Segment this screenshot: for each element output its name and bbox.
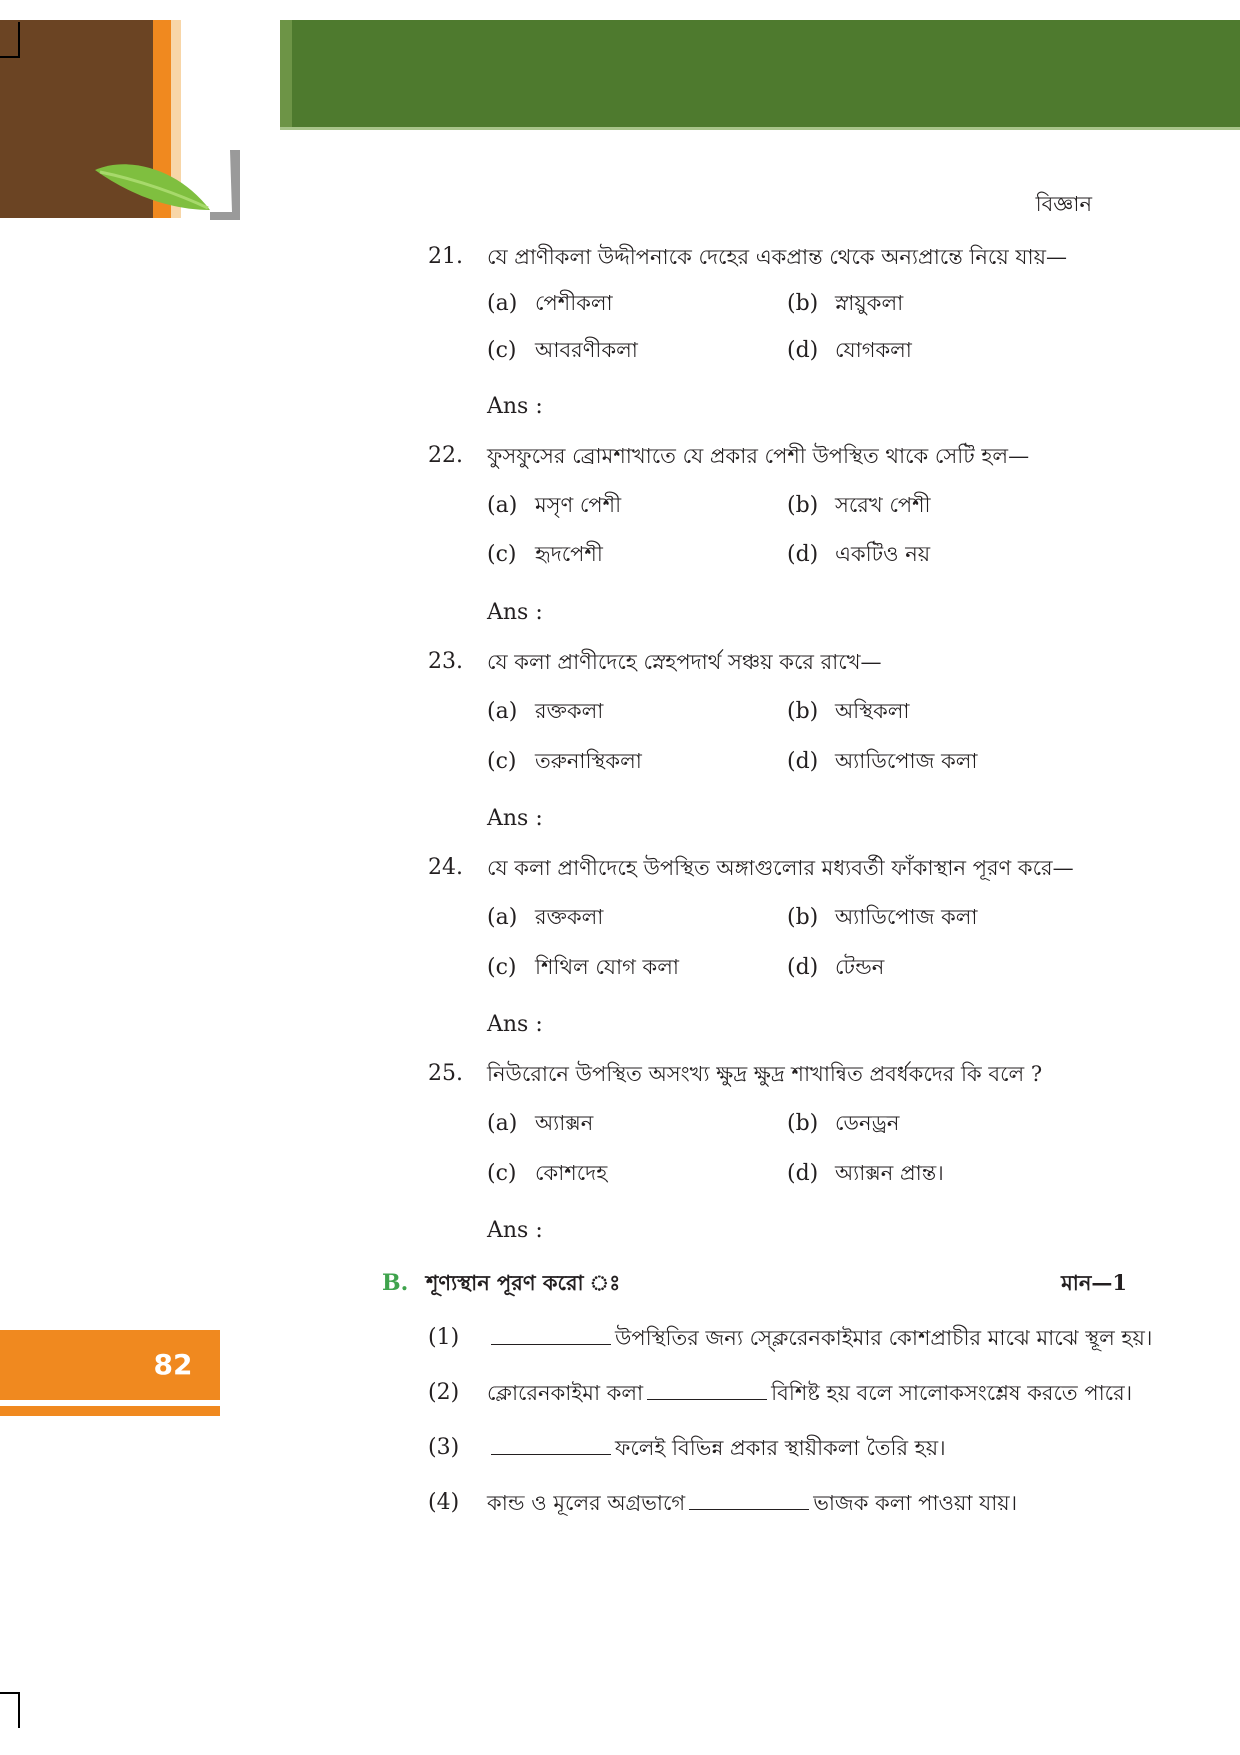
option-b: (b) অ্যাডিপোজ কলা bbox=[787, 905, 978, 930]
question-text: যে কলা প্রাণীদেহে উপস্থিত অঙ্গাগুলোর মধ্যবর্তী ফাঁকাস্থান পূরণ করে— bbox=[487, 856, 1074, 880]
answer-label: Ans : bbox=[487, 806, 543, 831]
section-letter: B. bbox=[382, 1270, 409, 1296]
question-text: নিউরোনে উপস্থিত অসংখ্য ক্ষুদ্র ক্ষুদ্র শাখান্বিত প্রবর্ধকদের কি বলে ? bbox=[487, 1062, 1043, 1086]
question-text: ফুসফুসের ব্রোমশাখাতে যে প্রকার পেশী উপস্থিত থাকে সেটি হল— bbox=[487, 444, 1030, 468]
question-number: 23. bbox=[428, 649, 463, 674]
leaf-icon bbox=[90, 150, 250, 230]
option-a: (a) পেশীকলা bbox=[487, 291, 613, 316]
option-d: (d) অ্যাক্সন প্রান্ত। bbox=[787, 1161, 944, 1186]
answer-label: Ans : bbox=[487, 1218, 543, 1243]
page-number: 82 bbox=[153, 1348, 193, 1381]
option-d: (d) অ্যাডিপোজ কলা bbox=[787, 749, 978, 774]
option-c: (c) তরুনাস্থিকলা bbox=[487, 749, 642, 774]
option-c: (c) কোশদেহ bbox=[487, 1161, 608, 1186]
crop-mark-bottom bbox=[18, 1692, 20, 1728]
answer-label: Ans : bbox=[487, 1012, 543, 1037]
option-d: (d) টেন্ডন bbox=[787, 955, 885, 980]
option-d: (d) একটিও নয় bbox=[787, 542, 931, 567]
blank-line bbox=[491, 1434, 611, 1455]
option-a: (a) রক্তকলা bbox=[487, 905, 604, 930]
option-b: (b) সরেখ পেশী bbox=[787, 493, 931, 518]
question-number: 24. bbox=[428, 855, 463, 880]
header-green-bar-edge bbox=[280, 20, 292, 128]
question-number: 21. bbox=[428, 244, 463, 269]
option-a: (a) রক্তকলা bbox=[487, 699, 604, 724]
header-green-line bbox=[280, 127, 1240, 130]
answer-label: Ans : bbox=[487, 600, 543, 625]
fill-item-1-text: উপস্থিতির জন্য স্ক্লেরেনকাইমার কোশপ্রাচীর মাঝে মাঝে স্থূল হয়। bbox=[487, 1323, 1152, 1353]
option-d: (d) যোগকলা bbox=[787, 338, 912, 363]
option-a: (a) অ্যাক্সন bbox=[487, 1111, 594, 1136]
header-green-bar bbox=[280, 20, 1240, 128]
crop-mark-bottom-h bbox=[0, 1692, 20, 1694]
question-text: যে প্রাণীকলা উদ্দীপনাকে দেহের একপ্রান্ত থেকে অন্যপ্রান্তে নিয়ে যায়— bbox=[487, 245, 1067, 269]
fill-item-2-text: ক্লোরেনকাইমা কলা বিশিষ্ট হয় বলে সালোকসংশ্লেষ করতে পারে। bbox=[487, 1381, 1133, 1405]
blank-line bbox=[491, 1324, 611, 1345]
crop-mark-top bbox=[18, 22, 20, 58]
page-number-underline bbox=[0, 1406, 220, 1416]
fill-item-4-text: কান্ড ও মূলের অগ্রভাগে ভাজক কলা পাওয়া যায়। bbox=[487, 1491, 1018, 1515]
subject-title: বিজ্ঞান bbox=[1035, 192, 1092, 216]
option-b: (b) অস্থিকলা bbox=[787, 699, 910, 724]
question-number: 22. bbox=[428, 443, 463, 468]
option-c: (c) হৃদপেশী bbox=[487, 542, 603, 567]
section-title: শূণ্যস্থান পূরণ করো ঃ bbox=[426, 1270, 621, 1295]
crop-mark-top-h bbox=[0, 56, 20, 58]
option-c: (c) শিথিল যোগ কলা bbox=[487, 955, 679, 980]
option-b: (b) স্নায়ুকলা bbox=[787, 291, 904, 316]
option-a: (a) মসৃণ পেশী bbox=[487, 493, 622, 518]
blank-line bbox=[689, 1489, 809, 1510]
answer-label: Ans : bbox=[487, 394, 543, 419]
section-marks: মান—1 bbox=[1061, 1270, 1127, 1295]
blank-line bbox=[647, 1379, 767, 1400]
fill-item-3-text: ফলেই বিভিন্ন প্রকার স্থায়ীকলা তৈরি হয়। bbox=[487, 1433, 946, 1463]
question-number: 25. bbox=[428, 1061, 463, 1086]
option-c: (c) আবরণীকলা bbox=[487, 338, 638, 363]
option-b: (b) ডেনড্রন bbox=[787, 1111, 900, 1136]
question-text: যে কলা প্রাণীদেহে স্নেহপদার্থ সঞ্চয় করে রাখে— bbox=[487, 650, 882, 674]
